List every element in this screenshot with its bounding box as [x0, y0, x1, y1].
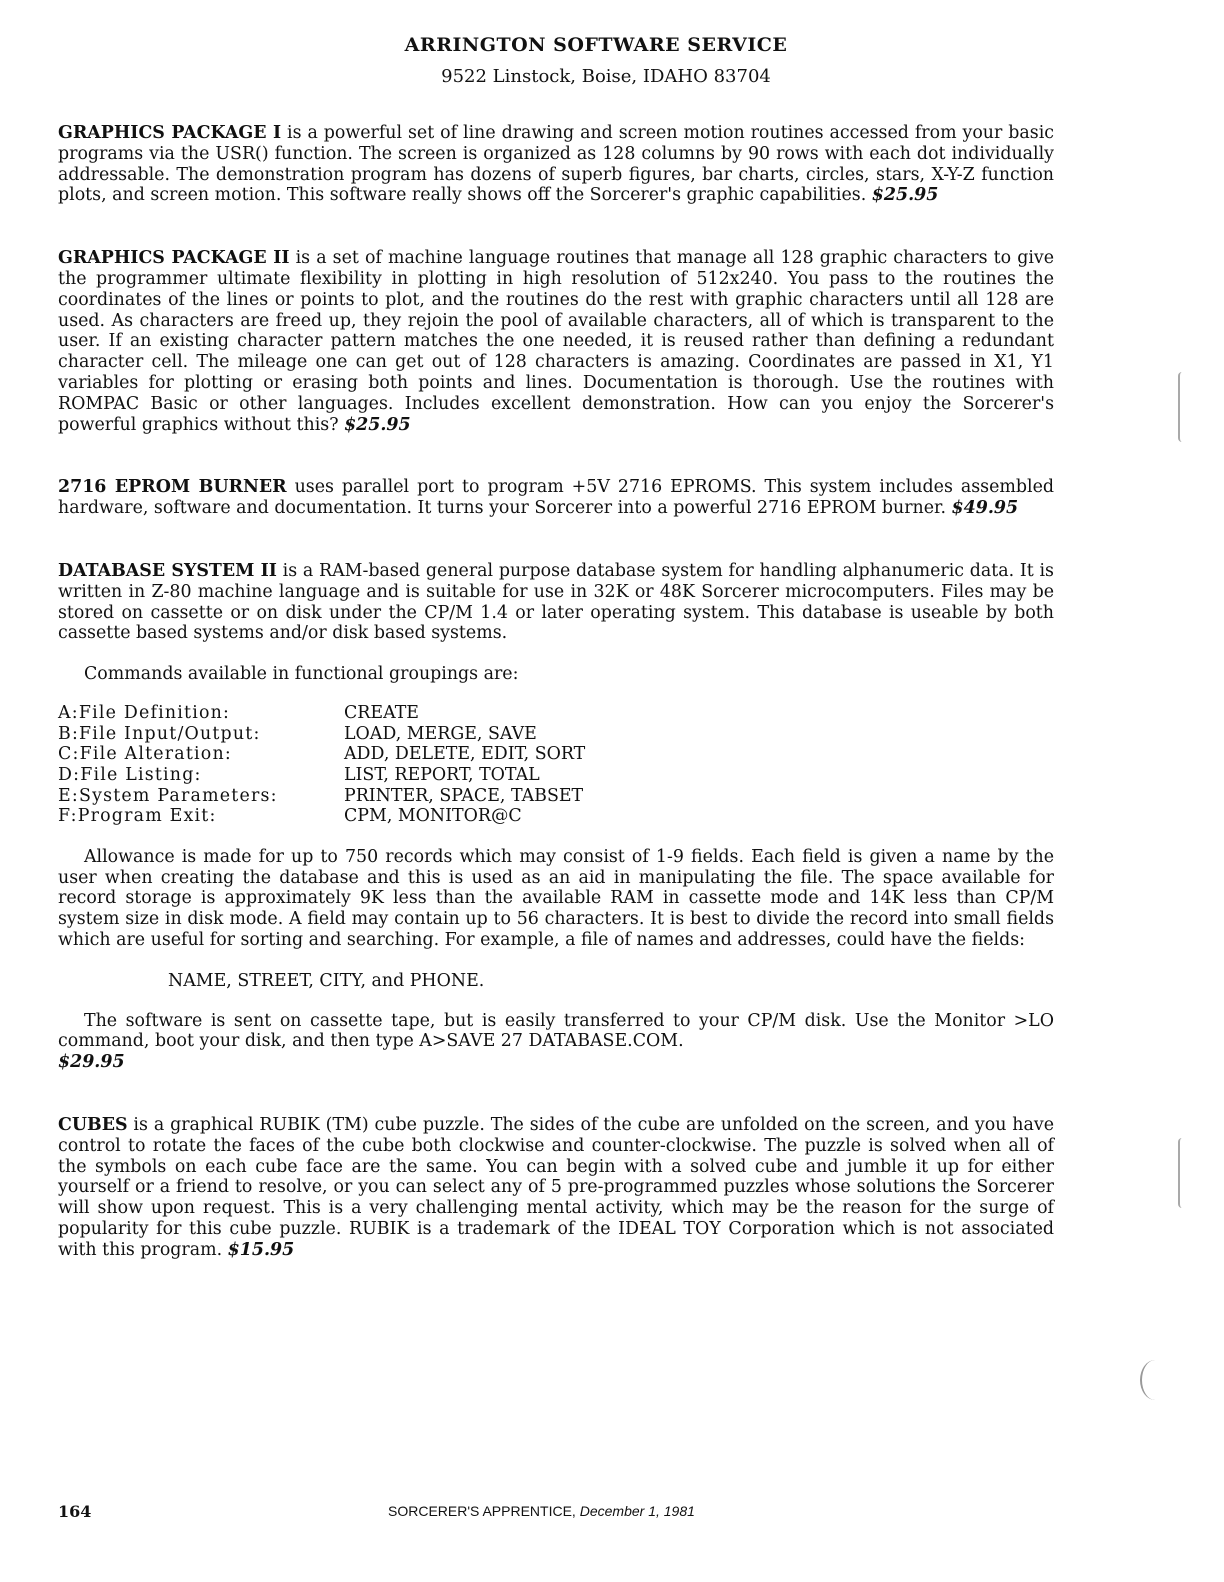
table-row [58, 703, 585, 724]
product-name: 2716 EPROM BURNER [58, 477, 287, 498]
command-group: A:File Definition: [58, 703, 231, 724]
command-group: F:Program Exit: [58, 806, 217, 827]
product-description: is a set of machine language routines that manage all 128 graphic characters to give the programmer ultimate flexibility in plotting in high resolution of 512x240. You pass to the routines the coordinates of the lines or points to plot, and the routines do the rest with graphic characters until all 128 are used. As characters are freed up, they rejoin the pool of available characters, all of which is transparent to the user. If an existing character pattern matches the one needed, it is reused rather than defining a redundant character cell. The mileage one can get out of 128 characters is amazing. Coordinates are passed in X1, Y1 variables for plotting or erasing both points and lines. Documentation is thorough. Use the routines with ROMPAC Basic or other languages. Includes excellent demonstration. How can you enjoy the Sorcerer's powerful graphics without this? [58, 248, 1055, 435]
product-graphics-package-1 [58, 123, 1054, 206]
command-list: PRINTER, SPACE, TABSET [344, 785, 584, 806]
command-list: CREATE [344, 703, 419, 724]
example-fields: NAME, STREET, CITY, and PHONE. [168, 970, 485, 991]
scan-artifact-mark [1178, 372, 1190, 442]
table-row [58, 744, 585, 765]
product-price: $49.95 [951, 498, 1019, 519]
commands-intro: Commands available in functional groupings are: [84, 664, 519, 685]
product-description: is a powerful set of line drawing and screen motion routines accessed from your basic programs via the USR() function. The screen is organized as 128 columns by 90 rows with each dot individually addressable. The demonstration program has dozens of superb figures, bar charts, circles, stars, X-Y-Z function plots, and screen motion. This software really shows off the Sorcerer's graphic capabilities. [58, 123, 1054, 206]
database-allowance-paragraph: Allowance is made for up to 750 records which may consist of 1-9 fields. Each field is given a name by the user when creating the database and this is used as an aid in manipulating the file. The space available for record storage is approximately 9K less than the available RAM in cassette mode and 14K less than CP/M system size in disk mode. A field may contain up to 56 characters. It is best to divide the record into small fields which are useful for sorting and searching. For example, a file of names and addresses, could have the fields: [58, 846, 1054, 950]
command-group: D:File Listing: [58, 764, 202, 785]
product-price: $15.95 [227, 1239, 295, 1260]
company-name: ARRINGTON SOFTWARE SERVICE [404, 34, 788, 56]
product-name: GRAPHICS PACKAGE II [58, 248, 290, 269]
table-row [58, 806, 585, 827]
product-price: $25.95 [344, 414, 411, 435]
commands-table [58, 703, 585, 827]
command-group: B:File Input/Output: [58, 723, 261, 744]
transfer-text: The software is sent on cassette tape, but is easily transferred to your CP/M disk. Use the Monitor >LO command, boot your disk, and then type A>SAVE 27 DATABASE.COM. [58, 1010, 1054, 1052]
publication-name: SORCERER'S APPRENTICE, [388, 1503, 576, 1519]
scan-artifact-mark [1178, 1138, 1190, 1208]
page-content [58, 34, 1054, 1261]
table-row [58, 765, 585, 786]
publication-source [388, 1503, 695, 1519]
scan-artifact-crescent [1140, 1360, 1170, 1400]
command-group: E:System Parameters: [58, 785, 278, 806]
command-list: LIST, REPORT, TOTAL [344, 764, 540, 785]
command-list: CPM, MONITOR@C [344, 806, 522, 827]
product-description: is a graphical RUBIK (TM) cube puzzle. The sides of the cube are unfolded on the screen, and you have control to rotate the faces of the cube both clockwise and counter-clockwise. The puzzle is solved when all of the symbols on each cube face are the same. You can begin with a solved cube and jumble it up for either yourself or a friend to resolve, or you can select any of 5 pre-programmed puzzles whose solutions the Sorcerer will show upon request. This is a very challenging mental activity, which may be the reason for the surge of popularity for this cube puzzle. RUBIK is a trademark of the IDEAL TOY Corporation which is not associated with this program. [58, 1115, 1054, 1260]
table-row [58, 724, 585, 745]
company-address: 9522 Linstock, Boise, IDAHO 83704 [441, 66, 771, 87]
database-transfer-paragraph [58, 1011, 1054, 1073]
publication-date: December 1, 1981 [579, 1503, 695, 1519]
product-name: CUBES [58, 1115, 128, 1136]
product-price: $25.95 [871, 185, 939, 206]
product-graphics-package-2 [58, 248, 1054, 435]
product-name: DATABASE SYSTEM II [58, 560, 277, 581]
product-description: uses parallel port to program +5V 2716 EPROMS. This system includes assembled hardware, software and documentation. It turns your Sorcerer into a powerful 2716 EPROM burner. [58, 477, 1054, 519]
page-number: 164 [58, 1502, 92, 1521]
table-row [58, 786, 585, 807]
product-database-system-2 [58, 561, 1054, 644]
command-group: C:File Alteration: [58, 744, 232, 765]
product-eprom-burner [58, 477, 1054, 519]
product-cubes [58, 1115, 1054, 1261]
product-description: is a RAM-based general purpose database system for handling alphanumeric data. It is written in Z-80 machine language and is suitable for use in 32K or 48K Sorcerer microcomputers. Files may be stored on cassette or on disk under the CP/M 1.4 or later operating system. This database is useable by both cassette based systems and/or disk based systems. [58, 560, 1054, 644]
command-list: LOAD, MERGE, SAVE [344, 723, 537, 744]
command-list: ADD, DELETE, EDIT, SORT [344, 744, 586, 765]
product-price: $29.95 [58, 1052, 125, 1073]
product-name: GRAPHICS PACKAGE I [58, 123, 282, 143]
